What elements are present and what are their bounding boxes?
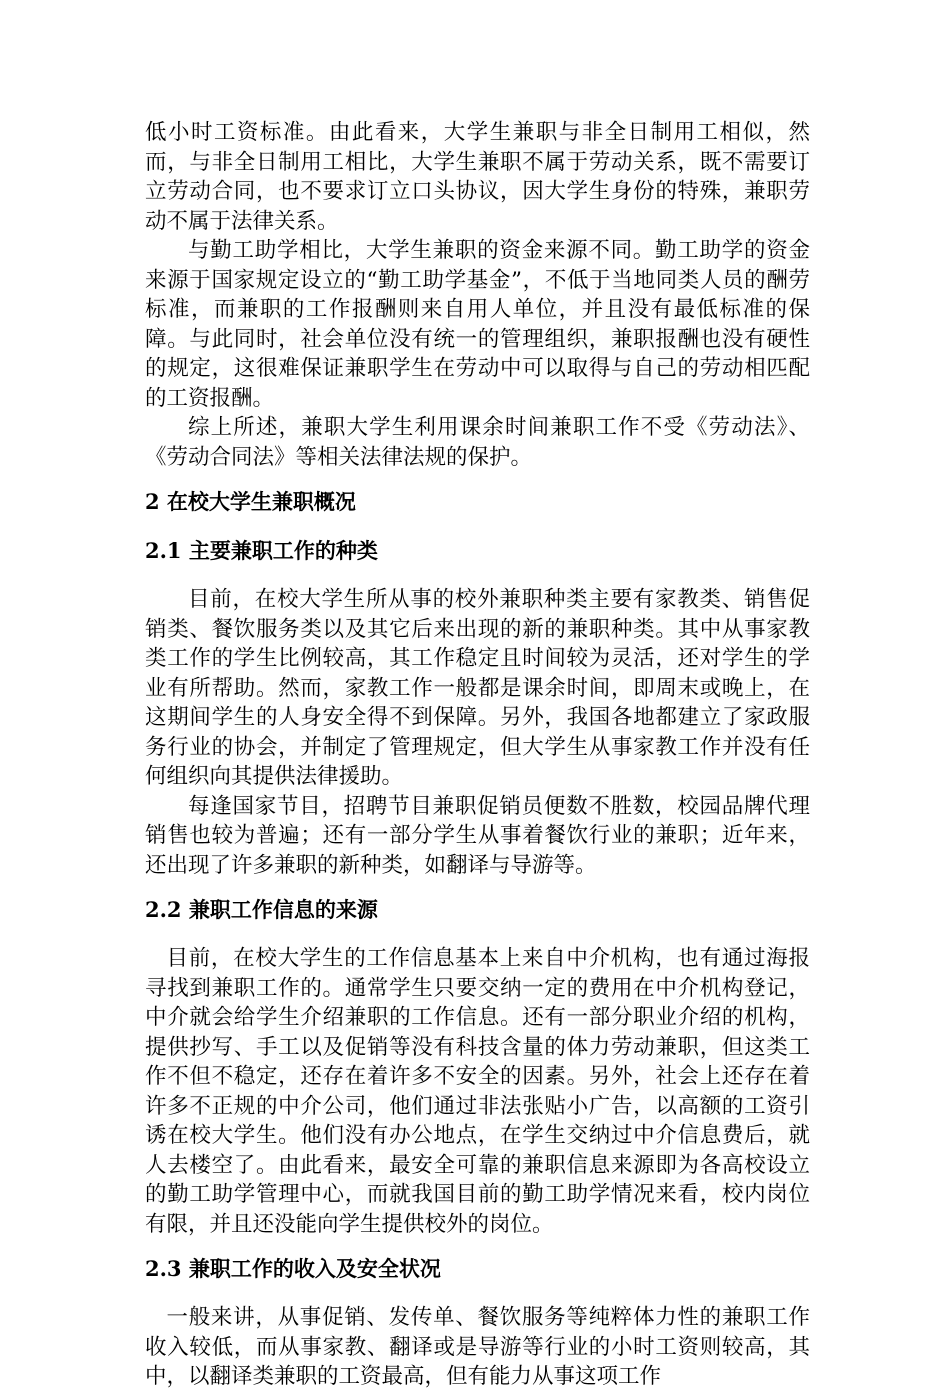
paragraph-6: 目前，在校大学生的工作信息基本上来自中介机构，也有通过海报寻找到兼职工作的。通常学生只要交纳一定的费用在中介机构登记，中介就会给学生介绍兼职的工作信息。还有一部分职业介绍的机构，提供抄写、手工以及促销等没有科技含量的体力劳动兼职，但这类工作不但不稳定，还存在着许多不安全的因素。另外，社会上还存在着许多不正规的中介公司，他们通过非法张贴小广告，以高额的工资引诱在校大学生。他们没有办公地点，在学生交纳过中介信息费后，就人去楼空了。由此看来，最安全可靠的兼职信息来源即为各高校设立的勤工助学管理中心，而就我国目前的勤工助学情况来看，校内岗位有限，并且还没能向学生提供校外的岗位。	[145, 946, 810, 1237]
heading-section-2: 2 在校大学生兼职概况	[145, 489, 356, 514]
paragraph-7: 一般来讲，从事促销、发传单、餐饮服务等纯粹体力性的兼职工作收入较低，而从事家教、翻译或是导游等行业的小时工资则较高，其中，以翻译类兼职的工资最高，但有能力从事这项工作	[145, 1305, 810, 1389]
paragraph-3: 综上所述，兼职大学生利用课余时间兼职工作不受《劳动法》、《劳动合同法》等相关法律法规的保护。	[145, 415, 810, 470]
document-body	[145, 118, 810, 1392]
paragraph-1: 低小时工资标准。由此看来，大学生兼职与非全日制用工相似，然而，与非全日制用工相比，大学生兼职不属于劳动关系，既不需要订立劳动合同，也不要求订立口头协议，因大学生身份的特殊，兼职劳动不属于法律关系。	[145, 120, 810, 234]
heading-section-2-2: 2.2 兼职工作信息的来源	[145, 897, 378, 922]
heading-section-2-1: 2.1 主要兼职工作的种类	[145, 538, 378, 563]
paragraph-2: 与勤工助学相比，大学生兼职的资金来源不同。勤工助学的资金来源于国家规定设立的“勤工助学基金”，不低于当地同类人员的酬劳标准，而兼职的工作报酬则来自用人单位，并且没有最低标准的保障。与此同时，社会单位没有统一的管理组织，兼职报酬也没有硬性的规定，这很难保证兼职学生在劳动中可以取得与自己的劳动相匹配的工资报酬。	[145, 238, 810, 411]
heading-section-2-3: 2.3 兼职工作的收入及安全状况	[145, 1256, 441, 1281]
paragraph-5: 每逢国家节目，招聘节目兼职促销员便数不胜数，校园品牌代理销售也较为普遍；还有一部分学生从事着餐饮行业的兼职；近年来，还出现了许多兼职的新种类，如翻译与导游等。	[145, 793, 810, 878]
paragraph-4: 目前，在校大学生所从事的校外兼职种类主要有家教类、销售促销类、餐饮服务类以及其它后来出现的新的兼职种类。其中从事家教类工作的学生比例较高，其工作稳定且时间较为灵活，还对学生的学业有所帮助。然而，家教工作一般都是课余时间，即周末或晚上，在这期间学生的人身安全得不到保障。另外，我国各地都建立了家政服务行业的协会，并制定了管理规定，但大学生从事家教工作并没有任何组织向其提供法律援助。	[145, 587, 810, 789]
